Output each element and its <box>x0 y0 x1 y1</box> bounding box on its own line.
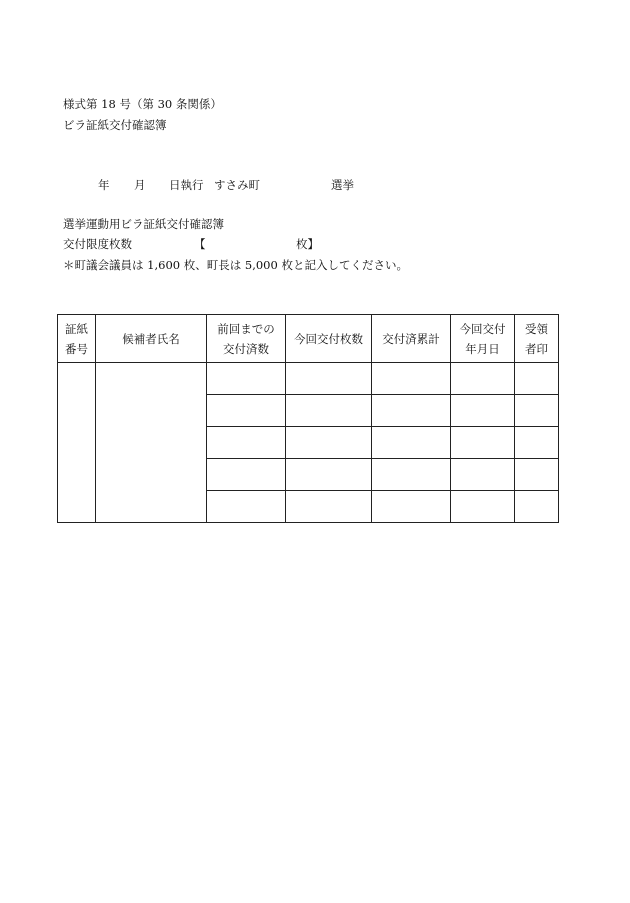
header-previous-issued-line2: 交付済数 <box>223 341 269 356</box>
header-current-count <box>286 315 372 363</box>
limit-label: 交付限度枚数 <box>63 237 132 251</box>
day-label: 日執行 <box>169 178 204 192</box>
ledger-table <box>57 314 559 523</box>
details-title: 選挙運動用ビラ証紙交付確認簿 <box>63 217 224 231</box>
stamp-number-cell <box>58 363 96 523</box>
municipality-name: すさみ町 <box>214 178 260 192</box>
issue-date-cell <box>451 427 515 459</box>
header-stamp-number-line2: 番号 <box>65 341 88 356</box>
year-label: 年 <box>98 178 110 192</box>
cumulative-total-cell <box>372 427 451 459</box>
issue-date-cell <box>451 491 515 523</box>
previous-issued-cell <box>207 427 286 459</box>
current-count-cell <box>286 427 372 459</box>
header-recipient-seal <box>515 315 559 363</box>
form-number: 様式第 18 号（第 30 条関係） <box>63 97 222 111</box>
header-stamp-number <box>58 315 96 363</box>
current-count-cell <box>286 491 372 523</box>
recipient-seal-cell <box>515 363 559 395</box>
limit-bracket-open: 【 <box>194 237 206 251</box>
header-candidate-name <box>96 315 207 363</box>
header-previous-issued-line1: 前回までの <box>217 321 275 336</box>
cumulative-total-cell <box>372 395 451 427</box>
issue-date-cell <box>451 395 515 427</box>
cumulative-total-cell <box>372 459 451 491</box>
previous-issued-cell <box>207 363 286 395</box>
limit-bracket-close: 枚】 <box>296 237 319 251</box>
recipient-seal-cell <box>515 491 559 523</box>
header-current-count-text: 今回交付枚数 <box>294 331 363 346</box>
header-candidate-name-text: 候補者氏名 <box>122 331 180 346</box>
table-row <box>58 363 559 395</box>
month-label: 月 <box>134 178 146 192</box>
previous-issued-cell <box>207 395 286 427</box>
recipient-seal-cell <box>515 395 559 427</box>
header-stamp-number-line1: 証紙 <box>65 321 88 336</box>
cumulative-total-cell <box>372 491 451 523</box>
election-label: 選挙 <box>331 178 354 192</box>
header-issue-date <box>451 315 515 363</box>
form-title: ビラ証紙交付確認簿 <box>63 118 167 132</box>
current-count-cell <box>286 395 372 427</box>
cumulative-total-cell <box>372 363 451 395</box>
instruction-note: ＊町議会議員は 1,600 枚、町長は 5,000 枚と記入してください。 <box>63 258 408 272</box>
recipient-seal-cell <box>515 459 559 491</box>
previous-issued-cell <box>207 491 286 523</box>
current-count-cell <box>286 459 372 491</box>
header-row <box>58 315 559 363</box>
recipient-seal-cell <box>515 427 559 459</box>
header-recipient-seal-line1: 受領 <box>525 321 548 336</box>
header-cumulative-total-text: 交付済累計 <box>382 331 440 346</box>
header-previous-issued <box>207 315 286 363</box>
issue-date-cell <box>451 363 515 395</box>
candidate-name-cell <box>96 363 207 523</box>
previous-issued-cell <box>207 459 286 491</box>
current-count-cell <box>286 363 372 395</box>
header-cumulative-total <box>372 315 451 363</box>
header-issue-date-line2: 年月日 <box>465 341 500 356</box>
issue-date-cell <box>451 459 515 491</box>
header-recipient-seal-line2: 者印 <box>525 341 548 356</box>
header-issue-date-line1: 今回交付 <box>459 321 506 336</box>
